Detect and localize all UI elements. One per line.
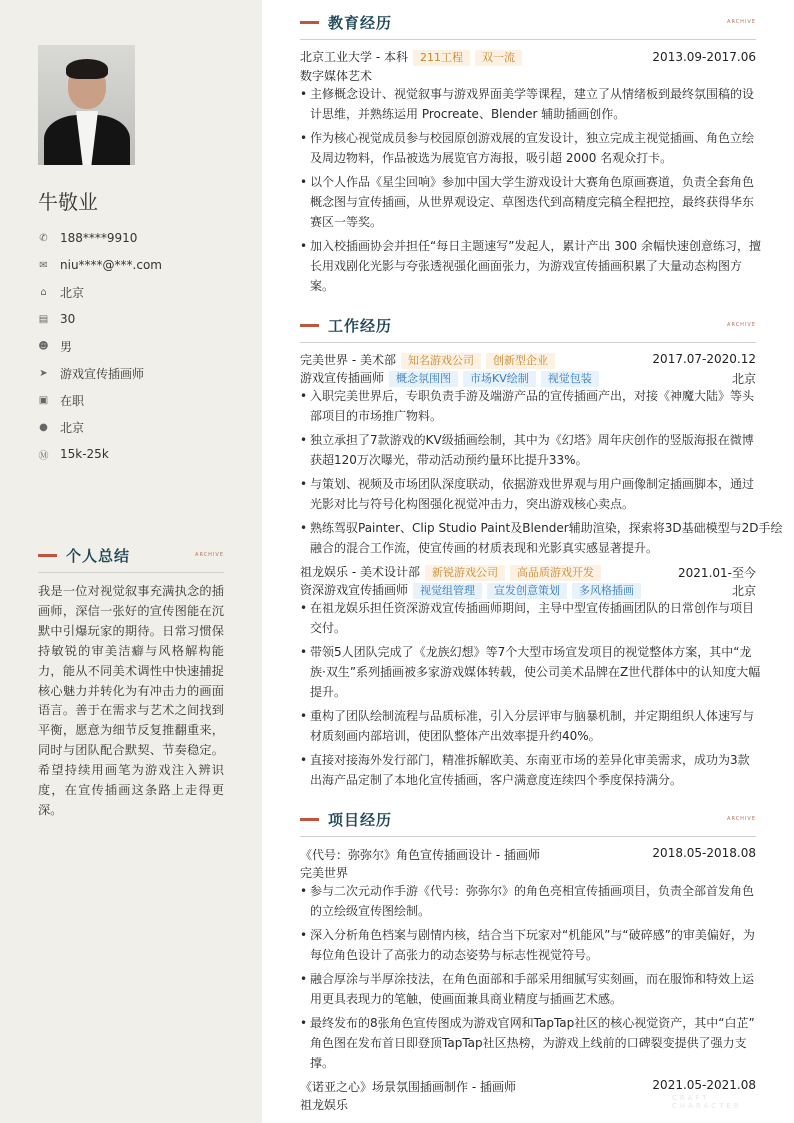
bullet-item [300,386,756,426]
info-position [38,364,238,382]
bullet-line: • 最终发布的8张角色宣传图成为游戏官网和TapTap社区的核心视觉资产，其中“白芷” [310,1016,755,1030]
job-city: 北京 [731,584,756,598]
info-text: 北京 [60,285,85,300]
job-position-row [300,369,599,387]
school-tag: 211工程 [413,50,470,66]
school-name: 北京工业大学 - 本科 [300,50,408,64]
bullet-line: 及周边物料，作品被选为展览官方海报，吸引超 2000 名观众打卡。 [310,151,673,165]
bullet-item [300,84,756,124]
section-accent-bar [300,324,319,327]
bullet-line: 用更具表现力的笔触，使画面兼具商业精度与插画艺术感。 [310,992,623,1006]
work-header [300,315,756,335]
bullet-line: 角色图在发布首日即登顶TapTap社区热榜，为游戏上线前的口碑裂变提供了强力支 [310,1036,747,1050]
job-position-row [300,581,641,599]
bullet-line: 的立绘级宣传图绘制。 [310,904,431,918]
section-title: 教育经历 [328,13,393,32]
divider [300,836,756,837]
school-tag: 双一流 [475,50,522,66]
skill-tag: 视觉组管理 [413,583,482,599]
cake-icon: ▤ [38,313,49,325]
job-company-row [300,351,555,369]
bullet-line: 光影对比与符号化构图强化视觉冲击力，突出游戏核心卖点。 [310,497,635,511]
section-archive-label: ARCHIVE [195,552,224,558]
bullet-line: 融合的混合工作流，使宣传画的材质表现和光影真实感显著提升。 [310,541,659,555]
send-icon: ➤ [39,367,48,379]
summary-text: 我是一位对视觉叙事充满执念的插画师，深信一张好的宣传图能在沉默中引爆玩家的期待。日常习惯保持敏锐的审美洁癖与风格解构能力，能从不同美术调性中快速捕捉核心魅力并转化为有冲击力的画面语言。善于在需求与艺术之间找到平衡，愿意为细节反复推翻重来，同时与团队配合默契、节奏稳定。希望持续用画笔为游戏注入辨识度，在宣传插画这条路上走得更深。 [38,584,224,817]
bullet-line: • 熟练驾驭Painter、Clip Studio Paint及Blender辅助渲染，探索将3D基础模型与2D手绘 [310,521,783,535]
info-status [38,391,238,409]
education-major: 数字媒体艺术 [300,69,373,83]
skill-tag: 宣发创意策划 [487,583,567,599]
job-position: 游戏宣传插画师 [300,371,385,385]
company-tag: 新锐游戏公司 [425,565,505,581]
info-text: 北京 [60,420,85,435]
candidate-name: 牛敬业 [38,190,98,214]
bullet-line: 族·双生”系列插画被多家游戏媒体转载，使公司美术品牌在Z世代群体中的认知度大幅 [310,665,761,679]
bullet-line: • 作为核心视觉成员参与校园原创游戏展的宣发设计，独立完成主视觉插画、角色立绘 [310,131,755,145]
divider [300,342,756,343]
section-archive-label: ARCHIVE [727,816,756,822]
bullet-line: 赛区一等奖。 [310,215,383,229]
skill-tag: 多风格插画 [572,583,641,599]
bullet-line: 撑。 [310,1056,335,1070]
bullet-item [300,642,761,702]
summary-header [38,545,224,565]
bullet-line: • 重构了团队绘制流程与品质标准，引入分层评审与脑暴机制，并定期组织人体速写与 [310,709,755,723]
divider [38,572,224,573]
bullet-line: 案。 [310,279,335,293]
bullet-line: 每位角色设计了高张力的动态姿势与标志性视觉符号。 [310,948,599,962]
section-accent-bar [300,21,319,24]
bullet-line: 长用戏剧化光影与夸张透视强化画面张力，为游戏宣传插画积累了大量动态构图方 [310,259,743,273]
company-tag: 知名游戏公司 [401,353,481,369]
bullet-line: 交付。 [310,621,347,635]
job-city: 北京 [731,372,756,386]
bullet-line: • 入职完美世界后，专职负责手游及端游产品的宣传插画产出，对接《神魔大陆》等头 [310,389,755,403]
job-date: 2017.07-2020.12 [652,352,756,366]
project-company: 祖龙娱乐 [300,1098,349,1112]
salary-icon: Ⓜ [38,450,49,462]
education-date: 2013.09-2017.06 [652,50,756,64]
home-icon: ⌂ [40,286,47,298]
bullet-line: • 以个人作品《星尘回响》参加中国大学生游戏设计大赛角色原画赛道，负责全套角色 [310,175,755,189]
education-header [300,12,756,32]
bullet-item [300,518,783,558]
section-title: 工作经历 [328,316,393,335]
bullet-item [300,706,756,746]
job-position: 资深游戏宣传插画师 [300,583,409,597]
bullet-item [300,969,756,1009]
info-age [38,310,238,328]
bullet-line: • 融合厚涂与半厚涂技法，在角色面部和手部采用细腻写实刻画，而在服饰和特效上运 [310,972,755,986]
info-email [38,256,238,274]
info-home [38,283,238,301]
info-text: niu****@***.com [60,258,162,272]
bullet-item [300,430,756,470]
section-accent-bar [38,554,57,557]
email-icon: ✉ [39,259,48,271]
bullet-item [300,1013,756,1073]
company-name: 祖龙娱乐 - 美术设计部 [300,565,420,579]
bullet-line: • 直接对接海外发行部门，精准拆解欧美、东南亚市场的差异化审美需求，成功为3款 [310,753,750,767]
job-date: 2021.01-至今 [678,566,756,580]
bullet-item [300,598,756,638]
info-text: 游戏宣传插画师 [60,366,145,381]
company-tag: 创新型企业 [486,353,555,369]
info-salary [38,445,238,463]
skill-tag: 市场KV绘制 [463,371,536,387]
skill-tag: 概念氛围图 [389,371,458,387]
education-school-row [300,48,522,66]
section-archive-label: ARCHIVE [727,19,756,25]
bullet-line: • 与策划、视频及市场团队深度联动，依据游戏世界观与用户画像制定插画脚本，通过 [310,477,755,491]
info-phone [38,229,238,247]
bullet-line: 概念图与宣传插画，从世界观设定、草图迭代到高精度完稿全程把控，最终获得华东 [310,195,755,209]
gender-icon: ☻ [38,340,49,352]
info-text: 188****9910 [60,231,138,245]
bullet-line: 材质刻画内部培训，使团队整体产出效率提升约40%。 [310,729,601,743]
bullet-item [300,172,756,232]
project-company: 完美世界 [300,866,349,880]
info-city [38,418,238,436]
bullet-line: 计思维，并熟练运用 Procreate、Blender 辅助插画创作。 [310,107,626,121]
info-gender [38,337,238,355]
info-text: 15k-25k [60,447,109,461]
bullet-line: • 带领5人团队完成了《龙族幻想》等7个大型市场宣发项目的视觉整体方案，其中“龙 [310,645,752,659]
info-text: 男 [60,339,73,354]
section-title: 项目经历 [328,810,393,829]
watermark: CRAFT · CHARACTER [672,1094,742,1110]
profile-photo [38,45,135,165]
bullet-item [300,236,761,296]
info-text: 30 [60,312,76,326]
company-tag: 高品质游戏开发 [510,565,601,581]
bullet-line: • 深入分析角色档案与剧情内核，结合当下玩家对“机能风”与“破碎感”的审美偏好，为 [310,928,755,942]
skill-tag: 视觉包装 [541,371,599,387]
project-date: 2021.05-2021.08 [652,1078,756,1092]
bullet-line: • 主修概念设计、视觉叙事与游戏界面美学等课程，建立了从情绪板到最终氛围稿的设 [310,87,755,101]
location-pin-icon: ● [39,421,48,433]
bullet-item [300,128,756,168]
bullet-line: 出海产品定制了本地化宣传插画，客户满意度连续四个季度保持满分。 [310,773,683,787]
bullet-item [300,750,756,790]
bullet-line: • 参与二次元动作手游《代号：弥弥尔》的角色亮相宣传插画项目，负责全部首发角色 [310,884,755,898]
project-date: 2018.05-2018.08 [652,846,756,860]
phone-icon: ✆ [39,232,48,244]
bullet-line: 提升。 [310,685,347,699]
bullet-line: • 独立承担了7款游戏的KV级插画绘制，其中为《幻塔》周年庆创作的竖版海报在微博 [310,433,754,447]
briefcase-icon: ▣ [38,394,49,406]
divider [300,39,756,40]
section-title: 个人总结 [66,546,131,565]
bullet-item [300,881,756,921]
bullet-line: • 在祖龙娱乐担任资深游戏宣传插画师期间，主导中型宣传插画团队的日常创作与项目 [310,601,755,615]
project-name: 《诺亚之心》场景氛围插画制作 - 插画师 [300,1080,516,1094]
projects-header [300,809,756,829]
bullet-line: • 加入校插画协会并担任“每日主题速写”发起人，累计产出 300 余幅快速创意练习，擅 [310,239,761,253]
section-archive-label: ARCHIVE [727,322,756,328]
bullet-line: 获超120万次曝光，带动活动预约量环比提升33%。 [310,453,588,467]
project-name: 《代号：弥弥尔》角色宣传插画设计 - 插画师 [300,848,540,862]
job-company-row [300,563,601,581]
bullet-item [300,925,756,965]
bullet-item [300,474,756,514]
info-text: 在职 [60,393,85,408]
bullet-line: 部项目的市场推广物料。 [310,409,443,423]
company-name: 完美世界 - 美术部 [300,353,396,367]
section-accent-bar [300,818,319,821]
